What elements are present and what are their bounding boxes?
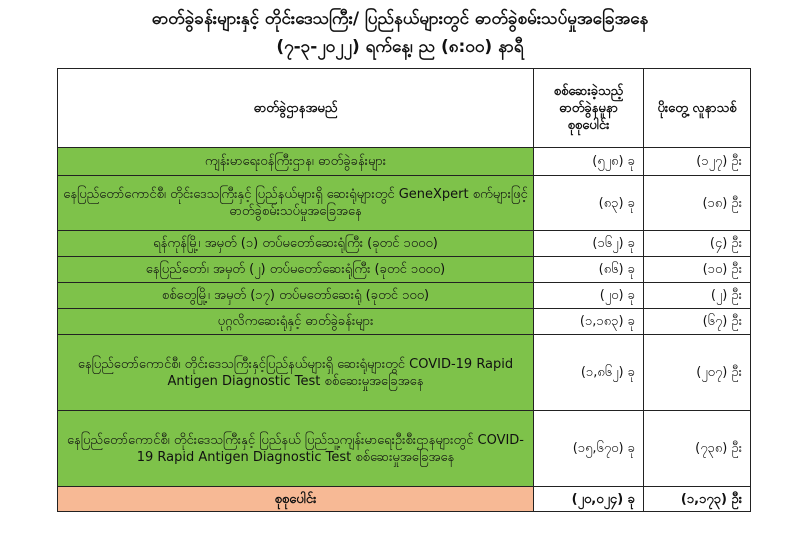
- report-date: (၇-၃-၂၀၂၂) ရက်နေ့၊ ည (၈:၀၀) နာရီ: [276, 37, 524, 57]
- new-positive-cell: (၁၂၇) ဦး: [644, 148, 751, 176]
- table-row: [58, 309, 751, 335]
- table-row: [58, 283, 751, 309]
- lab-name-cell: နေပြည်တော်ကောင်စီ၊ တိုင်းဒေသကြီးနှင့် ပြည်နယ်များရှိ ဆေးရုံများတွင် GeneXpert စက်များဖြင့် ဓာတ်ခွဲစမ်းသပ်မှုအခြေအနေ: [58, 176, 534, 231]
- samples-tested-cell: (၁,၈၆၂) ခု: [534, 335, 644, 411]
- new-positive-cell: (၂၀၇) ဦး: [644, 335, 751, 411]
- header-new-positive: ပိုးတွေ့ လူနာသစ်: [644, 69, 751, 148]
- lab-name-cell: ပုဂ္ဂလိကဆေးရုံနှင့် ဓာတ်ခွဲခန်းများ: [58, 309, 534, 335]
- new-positive-cell: (၆၇) ဦး: [644, 309, 751, 335]
- table-header-row: [58, 69, 751, 148]
- table-row: [58, 257, 751, 283]
- total-row: [58, 487, 751, 512]
- samples-tested-cell: (၁၆၂) ခု: [534, 231, 644, 257]
- table-row: [58, 411, 751, 487]
- lab-name-cell: စစ်တွေမြို့၊ အမှတ် (၁၇) တပ်မတော်ဆေးရုံ (ခုတင် ၁၀၀): [58, 283, 534, 309]
- header-lab-name: ဓာတ်ခွဲဌာနအမည်: [58, 69, 534, 148]
- lab-name-cell: ကျန်းမာရေးဝန်ကြီးဌာန၊ ဓာတ်ခွဲခန်းများ: [58, 148, 534, 176]
- samples-tested-cell: (၁,၁၈၃) ခု: [534, 309, 644, 335]
- total-label: စုစုပေါင်း: [58, 487, 534, 512]
- lab-name-cell: နေပြည်တော်ကောင်စီ၊ တိုင်းဒေသကြီးနှင့် ပြည်နယ် ပြည်သူ့ကျန်းမာရေးဦးစီးဌာနများတွင် COVID-19 Rapid Antigen Diagnostic Test စစ်ဆေးမှုအခြေအနေ: [58, 411, 534, 487]
- samples-tested-cell: (၁၅,၆၇၀) ခု: [534, 411, 644, 487]
- lab-name-cell: ရန်ကုန်မြို့၊ အမှတ် (၁) တပ်မတော်ဆေးရုံကြီး (ခုတင် ၁၀၀၀): [58, 231, 534, 257]
- samples-tested-cell: (၈၃) ခု: [534, 176, 644, 231]
- samples-tested-cell: (၈၆) ခု: [534, 257, 644, 283]
- header-samples-tested: စစ်ဆေးခဲ့သည့် ဓာတ်ခွဲနမူနာ စုစုပေါင်း: [534, 69, 644, 148]
- table-row: [58, 335, 751, 411]
- table-row: [58, 176, 751, 231]
- lab-testing-table: [57, 68, 751, 512]
- total-samples-tested: (၂၀,၀၂၄) ခု: [534, 487, 644, 512]
- new-positive-cell: (၄) ဦး: [644, 231, 751, 257]
- samples-tested-cell: (၅၂၈) ခု: [534, 148, 644, 176]
- lab-name-cell: နေပြည်တော်၊ အမှတ် (၂) တပ်မတော်ဆေးရုံကြီး (ခုတင် ၁၀၀၀): [58, 257, 534, 283]
- total-new-positive: (၁,၁၇၃) ဦး: [644, 487, 751, 512]
- table-row: [58, 148, 751, 176]
- report-title: ဓာတ်ခွဲခန်းများနှင့် တိုင်းဒေသကြီး/ ပြည်နယ်များတွင် ဓာတ်ခွဲစမ်းသပ်မှုအခြေအနေ: [151, 9, 649, 29]
- new-positive-cell: (၂) ဦး: [644, 283, 751, 309]
- table-row: [58, 231, 751, 257]
- new-positive-cell: (၁၀) ဦး: [644, 257, 751, 283]
- new-positive-cell: (၁၈) ဦး: [644, 176, 751, 231]
- lab-name-cell: နေပြည်တော်ကောင်စီ၊ တိုင်းဒေသကြီးနှင့်ပြည်နယ်များရှိ ဆေးရုံများတွင် COVID-19 Rapid Antigen Diagnostic Test စစ်ဆေးမှုအခြေအနေ: [58, 335, 534, 411]
- new-positive-cell: (၇၃၈) ဦး: [644, 411, 751, 487]
- samples-tested-cell: (၂၀) ခု: [534, 283, 644, 309]
